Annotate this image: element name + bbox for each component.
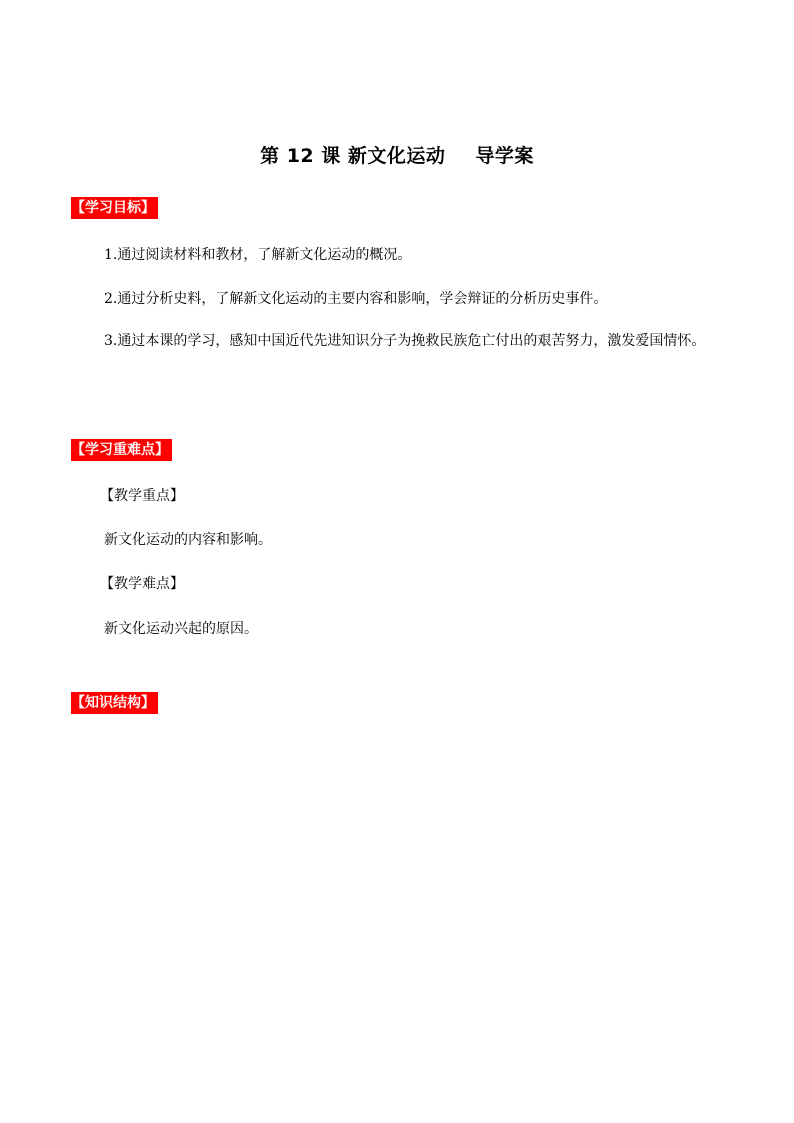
difficulty-label: 【教学难点】 <box>100 576 184 592</box>
goal-item-3: 3.通过本课的学习，感知中国近代先进知识分子为挽救民族危亡付出的艰苦努力，激发爱国情怀。 <box>104 333 706 349</box>
difficulty-text: 新文化运动兴起的原因。 <box>104 621 258 637</box>
section-heading-structure: 【知识结构】 <box>71 692 158 714</box>
goal-item-1: 1.通过阅读材料和教材，了解新文化运动的概况。 <box>104 247 412 263</box>
focus-text: 新文化运动的内容和影响。 <box>104 532 272 548</box>
section-heading-key-points: 【学习重难点】 <box>71 439 172 461</box>
goal-item-2: 2.通过分析史料，了解新文化运动的主要内容和影响，学会辩证的分析历史事件。 <box>104 291 608 307</box>
section-heading-goals: 【学习目标】 <box>71 197 158 219</box>
focus-label: 【教学重点】 <box>100 488 184 504</box>
page-title <box>0 143 794 169</box>
page-title-main: 第 12 课 新文化运动 <box>260 145 446 167</box>
page-title-suffix: 导学案 <box>475 145 534 167</box>
